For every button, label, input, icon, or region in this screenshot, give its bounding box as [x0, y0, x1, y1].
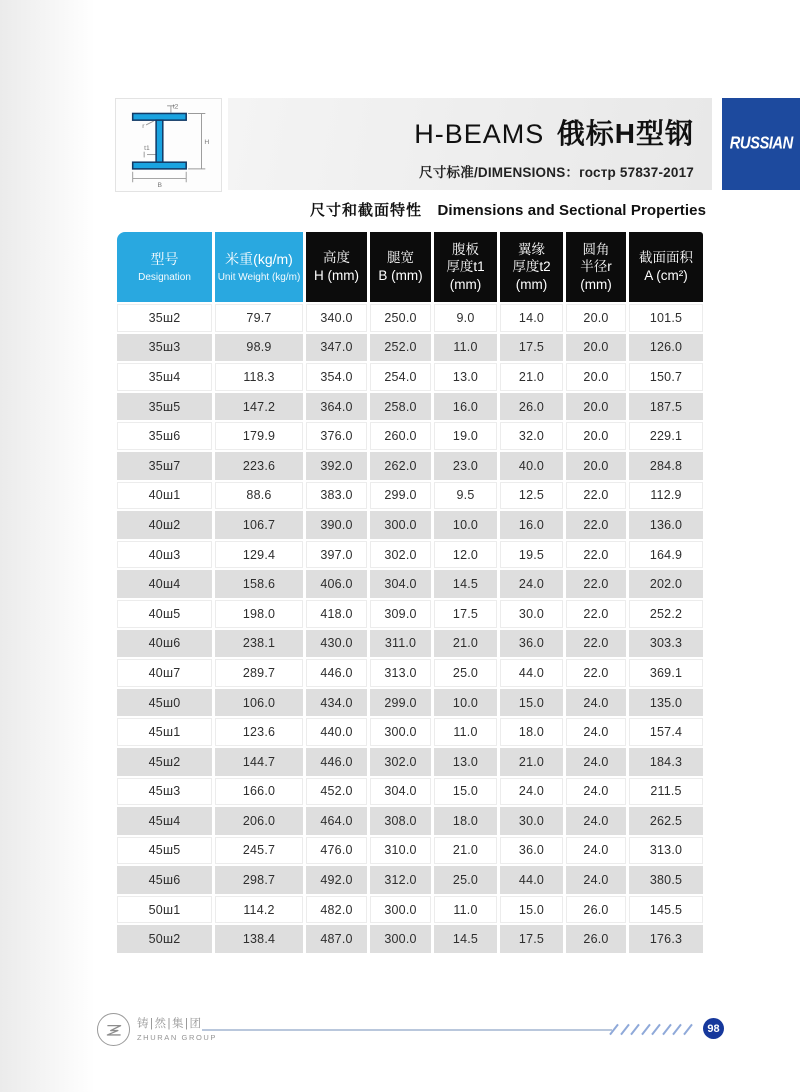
table-cell: 406.0 [306, 570, 367, 598]
table-header-row [117, 232, 703, 302]
table-cell: 12.5 [500, 482, 563, 510]
table-body [117, 304, 703, 953]
diagonal-slashes-decoration [613, 1021, 699, 1037]
table-cell: 145.5 [629, 896, 703, 924]
table-cell: 101.5 [629, 304, 703, 332]
table-cell: 313.0 [629, 837, 703, 865]
table-cell: 179.9 [215, 422, 303, 450]
table-row [117, 363, 703, 391]
table-cell: 26.0 [566, 896, 626, 924]
table-cell: 157.4 [629, 718, 703, 746]
hbeam-cross-section-icon [120, 102, 218, 188]
table-row [117, 807, 703, 835]
table-cell: 32.0 [500, 422, 563, 450]
company-name-zh: 铸|然|集|团 [137, 1018, 203, 1030]
table-cell: 13.0 [434, 363, 497, 391]
table-cell: 40.0 [500, 452, 563, 480]
table-cell: 434.0 [306, 689, 367, 717]
header-cell-line: B (mm) [378, 268, 423, 283]
table-row [117, 866, 703, 894]
table-cell: 40ш4 [117, 570, 212, 598]
table-cell: 392.0 [306, 452, 367, 480]
table-cell: 106.7 [215, 511, 303, 539]
table-row [117, 570, 703, 598]
table-cell: 347.0 [306, 334, 367, 362]
diagram-label-H: H [203, 139, 209, 147]
table-cell: 21.0 [434, 630, 497, 658]
table-cell: 11.0 [434, 896, 497, 924]
table-row [117, 422, 703, 450]
header-cell [500, 232, 563, 302]
table-cell: 136.0 [629, 511, 703, 539]
table-cell: 206.0 [215, 807, 303, 835]
table-cell: 418.0 [306, 600, 367, 628]
table-cell: 22.0 [566, 659, 626, 687]
table-row [117, 600, 703, 628]
table-cell: 313.0 [370, 659, 431, 687]
table-cell: 311.0 [370, 630, 431, 658]
page-title [228, 112, 694, 152]
table-cell: 18.0 [500, 718, 563, 746]
table-cell: 138.4 [215, 925, 303, 953]
table-cell: 10.0 [434, 689, 497, 717]
table-cell: 12.0 [434, 541, 497, 569]
table-cell: 11.0 [434, 334, 497, 362]
table-cell: 176.3 [629, 925, 703, 953]
table-cell: 50ш1 [117, 896, 212, 924]
header-cell-line: 腹板 [452, 241, 479, 257]
table-cell: 354.0 [306, 363, 367, 391]
table-cell: 24.0 [566, 748, 626, 776]
table-cell: 135.0 [629, 689, 703, 717]
table-cell: 126.0 [629, 334, 703, 362]
table-cell: 24.0 [500, 570, 563, 598]
header-cell [370, 232, 431, 302]
table-row [117, 452, 703, 480]
table-cell: 487.0 [306, 925, 367, 953]
header-cell-line: Unit Weight (kg/m) [217, 271, 301, 283]
header-cell-line: 半径r [580, 259, 612, 275]
table-cell: 35ш2 [117, 304, 212, 332]
page-number: 98 [707, 1022, 720, 1035]
table-cell: 16.0 [500, 511, 563, 539]
table-cell: 299.0 [370, 482, 431, 510]
table-cell: 211.5 [629, 778, 703, 806]
table-cell: 10.0 [434, 511, 497, 539]
table-cell: 24.0 [500, 778, 563, 806]
table-cell: 238.1 [215, 630, 303, 658]
table-cell: 24.0 [566, 837, 626, 865]
table-cell: 9.0 [434, 304, 497, 332]
table-cell: 390.0 [306, 511, 367, 539]
table-cell: 147.2 [215, 393, 303, 421]
diagram-label-r: r [141, 122, 144, 130]
table-cell: 24.0 [566, 778, 626, 806]
table-row [117, 304, 703, 332]
page-title-zh: 俄标H型钢 [556, 118, 694, 149]
table-cell: 260.0 [370, 422, 431, 450]
table-cell: 22.0 [566, 630, 626, 658]
table-cell: 112.9 [629, 482, 703, 510]
header-cell-line: (mm) [449, 276, 482, 292]
table-row [117, 896, 703, 924]
table-cell: 309.0 [370, 600, 431, 628]
table-cell: 35ш4 [117, 363, 212, 391]
table-cell: 482.0 [306, 896, 367, 924]
table-cell: 380.5 [629, 866, 703, 894]
table-cell: 262.5 [629, 807, 703, 835]
table-cell: 40ш1 [117, 482, 212, 510]
header-cell-line: (mm) [580, 276, 612, 292]
table-cell: 106.0 [215, 689, 303, 717]
header-cell [629, 232, 703, 302]
page-edge-shadow [0, 0, 95, 1092]
page-title-en: H-BEAMS [414, 119, 545, 149]
dimension-standard: 尺寸标准/DIMENSIONS：гостр 57837-2017 [419, 165, 694, 180]
table-cell: 45ш4 [117, 807, 212, 835]
table-row [117, 718, 703, 746]
table-cell: 14.5 [434, 570, 497, 598]
header-cell-line: 米重(kg/m) [225, 251, 293, 268]
table-cell: 303.3 [629, 630, 703, 658]
table-cell: 187.5 [629, 393, 703, 421]
table-cell: 21.0 [434, 837, 497, 865]
table-row [117, 778, 703, 806]
table-cell: 45ш5 [117, 837, 212, 865]
table-cell: 22.0 [566, 541, 626, 569]
table-cell: 45ш0 [117, 689, 212, 717]
table-cell: 446.0 [306, 659, 367, 687]
table-cell: 15.0 [500, 896, 563, 924]
table-cell: 20.0 [566, 452, 626, 480]
table-cell: 40ш6 [117, 630, 212, 658]
table-cell: 23.0 [434, 452, 497, 480]
table-cell: 20.0 [566, 304, 626, 332]
table-cell: 302.0 [370, 748, 431, 776]
header-cell-line: H (mm) [314, 268, 359, 283]
table-cell: 229.1 [629, 422, 703, 450]
header-cell [215, 232, 303, 302]
table-cell: 299.0 [370, 689, 431, 717]
table-cell: 184.3 [629, 748, 703, 776]
table-cell: 150.7 [629, 363, 703, 391]
header-cell-line: 厚度t1 [446, 259, 485, 275]
table-cell: 18.0 [434, 807, 497, 835]
table-cell: 50ш2 [117, 925, 212, 953]
table-cell: 35ш5 [117, 393, 212, 421]
table-cell: 30.0 [500, 600, 563, 628]
table-cell: 300.0 [370, 925, 431, 953]
header-cell-line: 厚度t2 [512, 259, 551, 275]
table-cell: 164.9 [629, 541, 703, 569]
table-cell: 114.2 [215, 896, 303, 924]
table-row [117, 659, 703, 687]
table-cell: 24.0 [566, 689, 626, 717]
table-cell: 476.0 [306, 837, 367, 865]
table-row [117, 334, 703, 362]
header-cell-line: 高度 [323, 250, 350, 266]
header-cell [306, 232, 367, 302]
table-cell: 300.0 [370, 718, 431, 746]
table-cell: 258.0 [370, 393, 431, 421]
table-cell: 45ш3 [117, 778, 212, 806]
header-cell-line: (mm) [515, 276, 548, 292]
table-cell: 304.0 [370, 570, 431, 598]
table-cell: 17.5 [500, 925, 563, 953]
company-name-en: ZHURAN GROUP [137, 1033, 218, 1042]
section-title [310, 199, 706, 220]
table-cell: 21.0 [500, 748, 563, 776]
table-cell: 36.0 [500, 630, 563, 658]
table-cell: 22.0 [566, 511, 626, 539]
table-row [117, 511, 703, 539]
table-cell: 21.0 [500, 363, 563, 391]
table-cell: 30.0 [500, 807, 563, 835]
table-row [117, 689, 703, 717]
table-cell: 26.0 [566, 925, 626, 953]
hbeam-diagram-box [115, 98, 222, 192]
table-cell: 298.7 [215, 866, 303, 894]
table-row [117, 482, 703, 510]
table-cell: 35ш3 [117, 334, 212, 362]
table-cell: 397.0 [306, 541, 367, 569]
table-cell: 464.0 [306, 807, 367, 835]
table-cell: 35ш6 [117, 422, 212, 450]
table-cell: 14.0 [500, 304, 563, 332]
table-cell: 284.8 [629, 452, 703, 480]
table-cell: 17.5 [500, 334, 563, 362]
table-cell: 79.7 [215, 304, 303, 332]
table-cell: 300.0 [370, 511, 431, 539]
table-cell: 118.3 [215, 363, 303, 391]
footer-divider-line [202, 1029, 612, 1031]
table-cell: 24.0 [566, 866, 626, 894]
table-cell: 383.0 [306, 482, 367, 510]
table-cell: 302.0 [370, 541, 431, 569]
table-row [117, 393, 703, 421]
table-cell: 45ш1 [117, 718, 212, 746]
table-cell: 252.2 [629, 600, 703, 628]
table-cell: 45ш6 [117, 866, 212, 894]
table-cell: 44.0 [500, 659, 563, 687]
table-cell: 129.4 [215, 541, 303, 569]
section-title-zh: 尺寸和截面特性 [310, 202, 423, 219]
table-cell: 245.7 [215, 837, 303, 865]
table-cell: 11.0 [434, 718, 497, 746]
diagram-label-B: B [157, 182, 162, 188]
table-row [117, 748, 703, 776]
table-cell: 202.0 [629, 570, 703, 598]
table-cell: 300.0 [370, 896, 431, 924]
table-cell: 16.0 [434, 393, 497, 421]
header-cell [117, 232, 212, 302]
table-cell: 308.0 [370, 807, 431, 835]
table-cell: 13.0 [434, 748, 497, 776]
header-cell-line: 腿宽 [387, 250, 414, 266]
section-title-en: Dimensions and Sectional Properties [437, 202, 707, 219]
table-cell: 17.5 [434, 600, 497, 628]
table-cell: 446.0 [306, 748, 367, 776]
table-cell: 24.0 [566, 718, 626, 746]
table-cell: 25.0 [434, 866, 497, 894]
table-cell: 24.0 [566, 807, 626, 835]
table-cell: 45ш2 [117, 748, 212, 776]
table-cell: 20.0 [566, 363, 626, 391]
table-cell: 250.0 [370, 304, 431, 332]
table-cell: 312.0 [370, 866, 431, 894]
table-cell: 14.5 [434, 925, 497, 953]
title-band [228, 98, 712, 190]
table-cell: 9.5 [434, 482, 497, 510]
table-cell: 166.0 [215, 778, 303, 806]
table-cell: 15.0 [434, 778, 497, 806]
table-cell: 158.6 [215, 570, 303, 598]
table-cell: 310.0 [370, 837, 431, 865]
table-cell: 144.7 [215, 748, 303, 776]
company-logo-icon [97, 1013, 130, 1046]
table-cell: 44.0 [500, 866, 563, 894]
table-row [117, 837, 703, 865]
header-cell [434, 232, 497, 302]
table-cell: 40ш7 [117, 659, 212, 687]
diagram-label-t2: t2 [172, 103, 178, 111]
table-cell: 440.0 [306, 718, 367, 746]
table-cell: 289.7 [215, 659, 303, 687]
table-cell: 123.6 [215, 718, 303, 746]
table-cell: 98.9 [215, 334, 303, 362]
table-cell: 26.0 [500, 393, 563, 421]
table-cell: 452.0 [306, 778, 367, 806]
table-cell: 430.0 [306, 630, 367, 658]
table-cell: 20.0 [566, 422, 626, 450]
table-cell: 88.6 [215, 482, 303, 510]
table-cell: 492.0 [306, 866, 367, 894]
table-cell: 262.0 [370, 452, 431, 480]
table-row [117, 630, 703, 658]
header-cell-line: 翼缘 [518, 241, 545, 257]
table-cell: 252.0 [370, 334, 431, 362]
russian-standard-badge [722, 98, 800, 190]
table-cell: 36.0 [500, 837, 563, 865]
table-cell: 19.5 [500, 541, 563, 569]
table-cell: 304.0 [370, 778, 431, 806]
table-row [117, 541, 703, 569]
table-cell: 340.0 [306, 304, 367, 332]
table-cell: 40ш5 [117, 600, 212, 628]
table-cell: 20.0 [566, 393, 626, 421]
diagram-label-t1: t1 [143, 144, 150, 152]
dimensions-table [117, 232, 703, 955]
russian-standard-badge-label: RUSSIAN [729, 133, 793, 153]
table-cell: 22.0 [566, 482, 626, 510]
header-cell-line: 截面面积 [639, 250, 693, 266]
header-cell-line: 型号 [150, 251, 179, 268]
table-cell: 35ш7 [117, 452, 212, 480]
header-cell-line: 圆角 [582, 241, 610, 257]
table-cell: 40ш2 [117, 511, 212, 539]
table-cell: 198.0 [215, 600, 303, 628]
table-cell: 369.1 [629, 659, 703, 687]
table-cell: 20.0 [566, 334, 626, 362]
table-cell: 364.0 [306, 393, 367, 421]
table-cell: 223.6 [215, 452, 303, 480]
header-cell [566, 232, 626, 302]
page-number-badge [703, 1018, 724, 1039]
table-cell: 22.0 [566, 600, 626, 628]
table-cell: 254.0 [370, 363, 431, 391]
header-cell-line: A (cm²) [644, 268, 688, 283]
table-cell: 40ш3 [117, 541, 212, 569]
table-cell: 15.0 [500, 689, 563, 717]
table-row [117, 925, 703, 953]
table-cell: 22.0 [566, 570, 626, 598]
table-cell: 19.0 [434, 422, 497, 450]
table-cell: 25.0 [434, 659, 497, 687]
header-cell-line: Designation [138, 271, 191, 283]
table-cell: 376.0 [306, 422, 367, 450]
